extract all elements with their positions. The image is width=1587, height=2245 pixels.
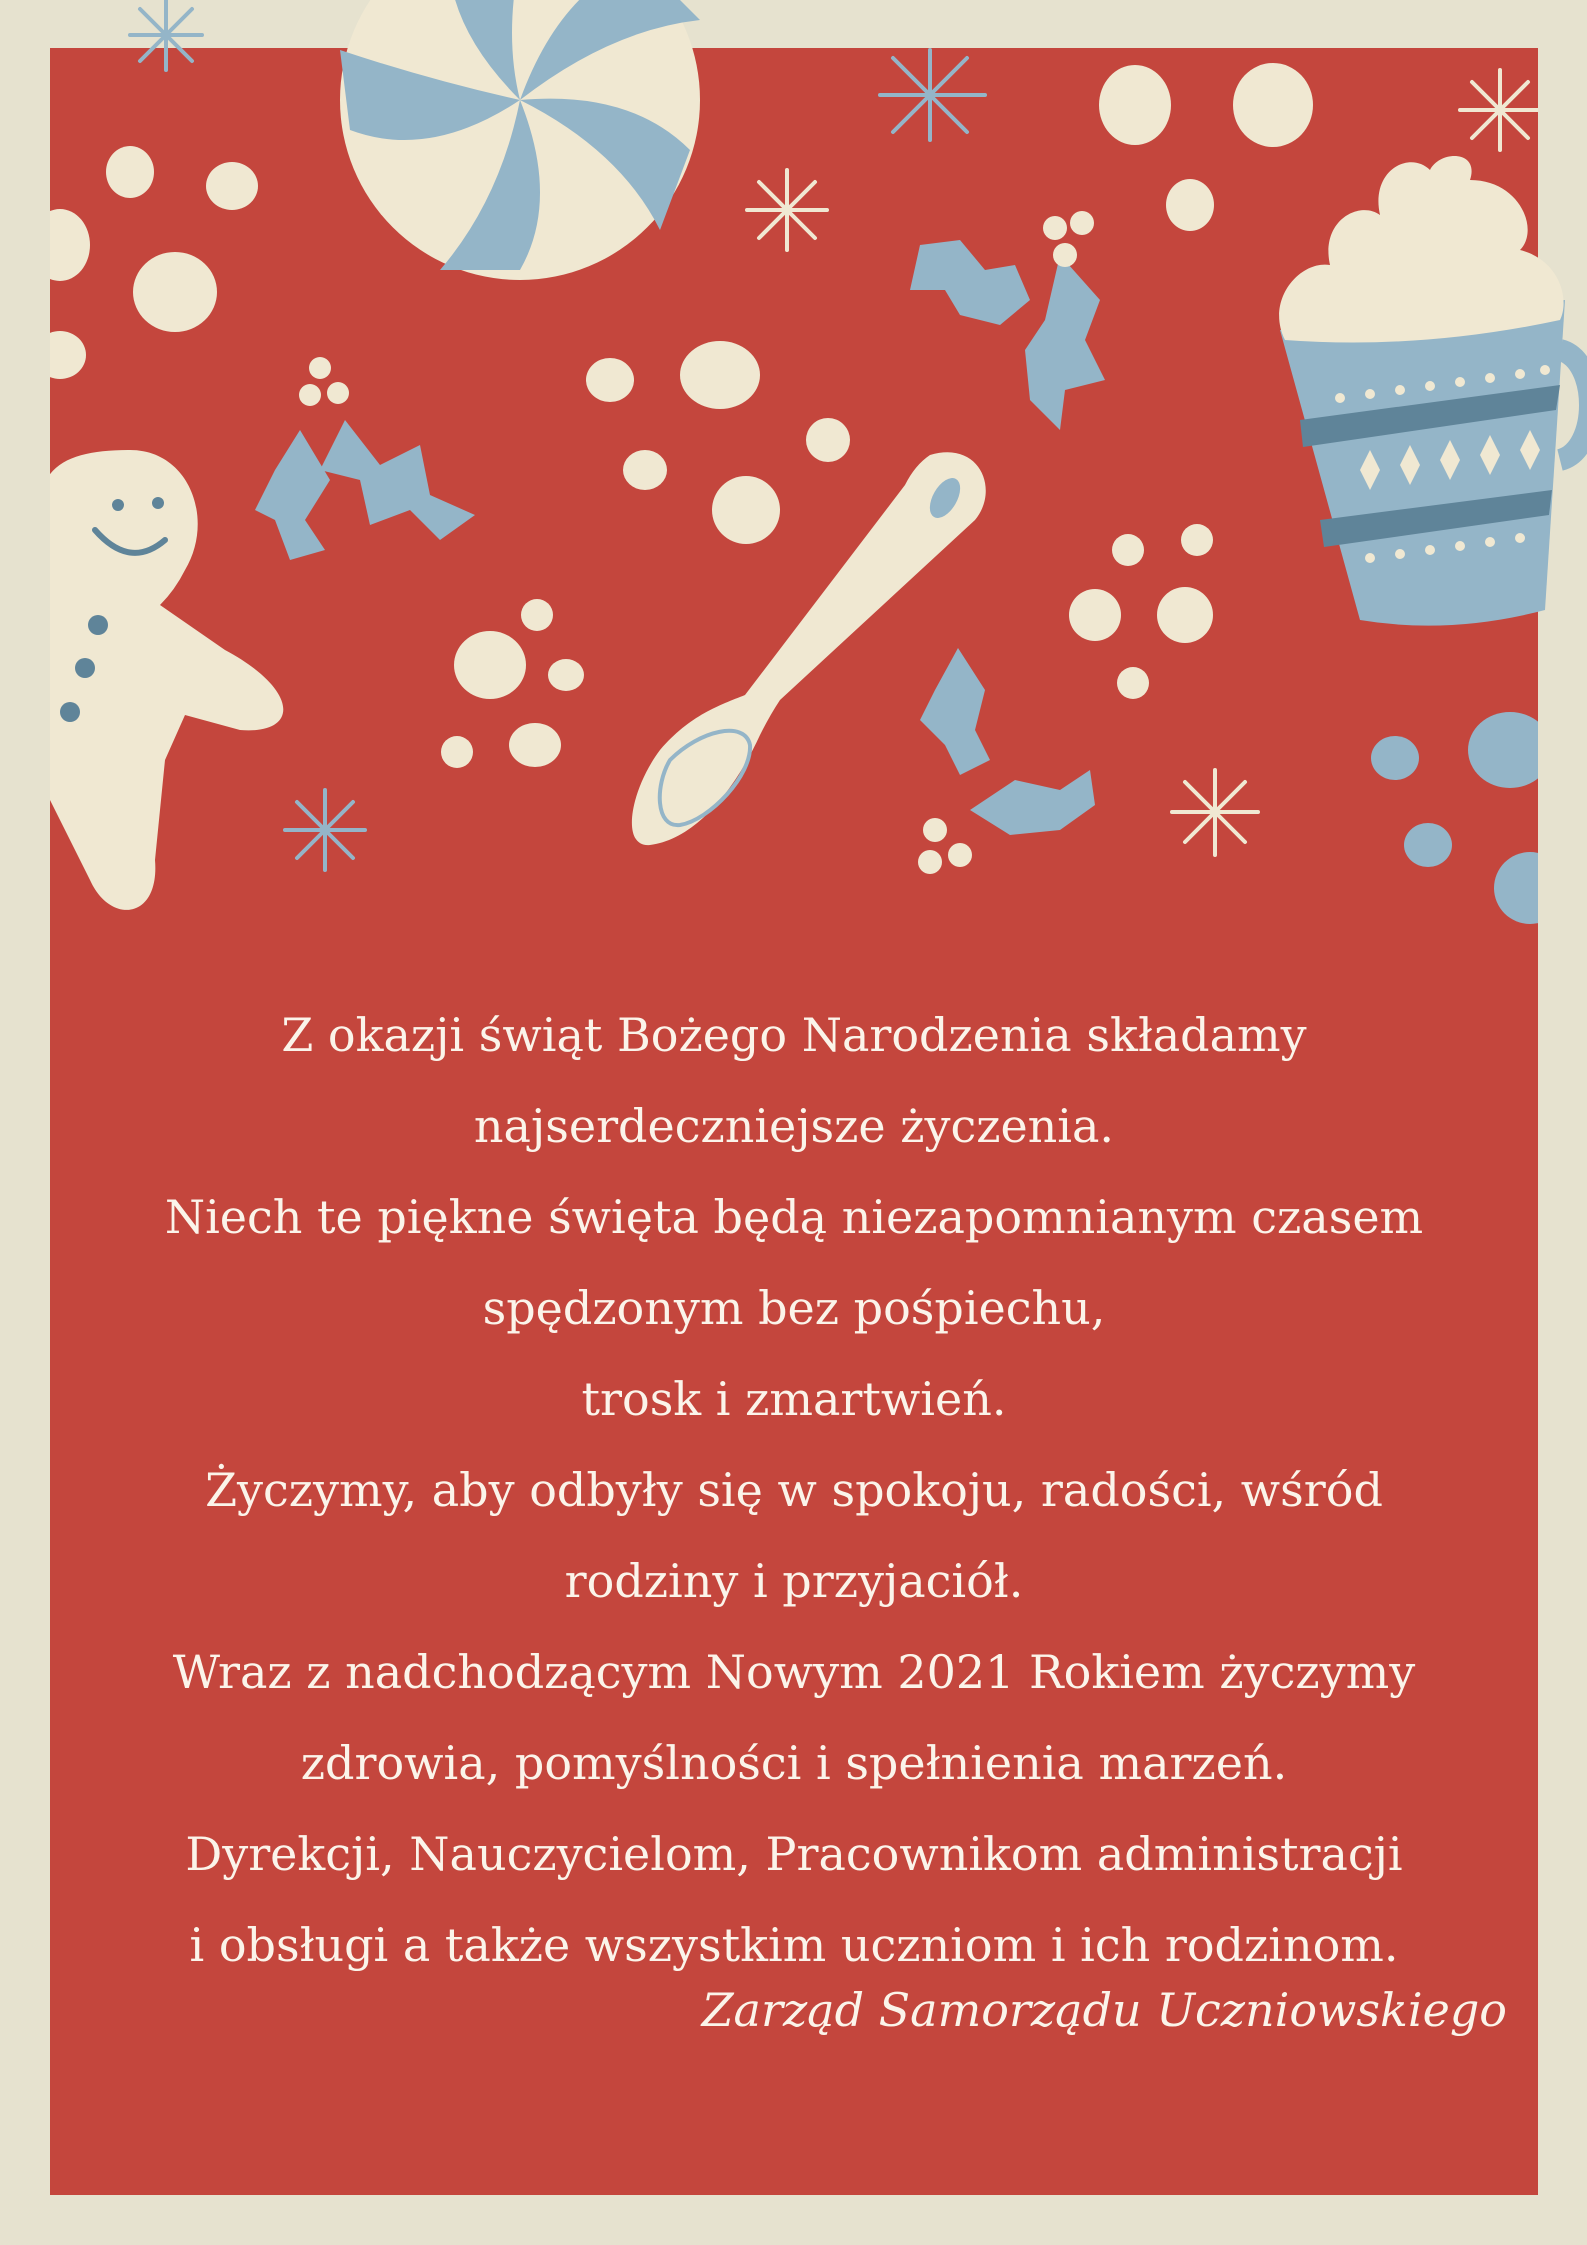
message-line: Życzymy, aby odbyły się w spokoju, radości, wśród: [205, 1463, 1383, 1517]
snowflake-icon: [1460, 70, 1540, 150]
message-line: najserdeczniejsze życzenia.: [473, 1099, 1115, 1153]
signature: Zarząd Samorządu Uczniowskiego: [701, 1983, 1507, 2037]
blue-dots: [1371, 712, 1566, 924]
message-line: spędzonym bez pośpiechu,: [482, 1281, 1106, 1335]
message-line: Niech te piękne święta będą niezapomnianym czasem: [164, 1190, 1424, 1244]
gingerbread-man-icon: [40, 450, 283, 910]
spoon-icon: [632, 452, 986, 845]
snowflake-icon: [880, 50, 985, 140]
snowflake-icon: [747, 170, 827, 250]
message-line: rodziny i przyjaciół.: [564, 1554, 1024, 1608]
holly-icon: [918, 648, 1095, 874]
snowflake-icon: [130, 0, 202, 70]
message-line: Z okazji świąt Bożego Narodzenia składamy: [281, 1008, 1307, 1062]
message-line: Wraz z nadchodzącym Nowym 2021 Rokiem życzymy: [172, 1645, 1416, 1699]
hot-cocoa-mug-icon: [1279, 156, 1587, 626]
peppermint-candy-icon: [340, 0, 700, 280]
snowflake-icon: [285, 790, 365, 870]
snowflake-icon: [1172, 770, 1258, 855]
message-line: Dyrekcji, Nauczycielom, Pracownikom administracji: [185, 1827, 1403, 1881]
message-line: i obsługi a także wszystkim uczniom i ich rodzinom.: [189, 1918, 1399, 1972]
holly-icon: [255, 357, 475, 560]
holly-icon: [910, 211, 1105, 430]
greeting-message: [50, 990, 1538, 1991]
message-line: trosk i zmartwień.: [581, 1372, 1007, 1426]
message-line: zdrowia, pomyślności i spełnienia marzeń.: [300, 1736, 1288, 1790]
